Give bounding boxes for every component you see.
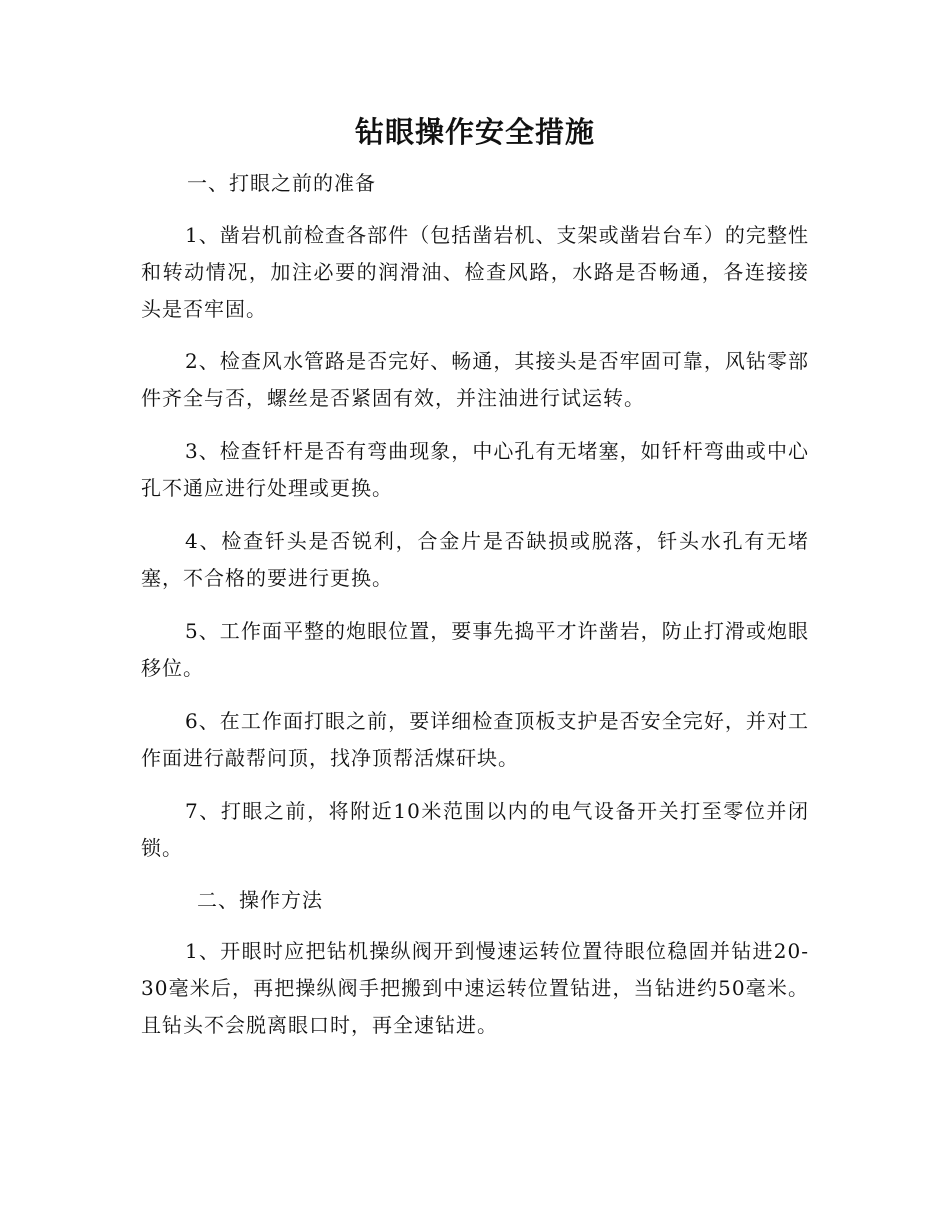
paragraph-2-1: 1、开眼时应把钻机操纵阀开到慢速运转位置待眼位稳固并钻进20-30毫米后，再把操纵阀手把搬到中速运转位置钻进，当钻进约50毫米。且钻头不会脱离眼口时，再全速钻进。 xyxy=(141,939,809,1037)
paragraph-1-1: 1、凿岩机前检查各部件（包括凿岩机、支架或凿岩台车）的完整性和转动情况，加注必要的润滑油、检查风路，水路是否畅通，各连接接头是否牢固。 xyxy=(141,223,809,321)
section-heading-operation: 二、操作方法 xyxy=(197,888,323,912)
section-heading-preparation: 一、打眼之前的准备 xyxy=(187,171,376,195)
document-title: 钻眼操作安全措施 xyxy=(354,115,595,149)
paragraph-1-5: 5、工作面平整的炮眼位置，要事先捣平才许凿岩，防止打滑或炮眼移位。 xyxy=(141,619,809,680)
paragraph-1-2: 2、检查风水管路是否完好、畅通，其接头是否牢固可靠，风钻零部件齐全与否，螺丝是否紧固有效，并注油进行试运转。 xyxy=(141,349,809,410)
paragraph-1-7: 7、打眼之前，将附近10米范围以内的电气设备开关打至零位并闭锁。 xyxy=(141,799,809,860)
paragraph-1-3: 3、检查钎杆是否有弯曲现象，中心孔有无堵塞，如钎杆弯曲或中心孔不通应进行处理或更换。 xyxy=(141,439,809,500)
paragraph-1-4: 4、检查钎头是否锐利，合金片是否缺损或脱落，钎头水孔有无堵塞，不合格的要进行更换。 xyxy=(141,529,809,590)
paragraph-1-6: 6、在工作面打眼之前，要详细检查顶板支护是否安全完好，并对工作面进行敲帮问顶，找净顶帮活煤矸块。 xyxy=(141,709,809,770)
